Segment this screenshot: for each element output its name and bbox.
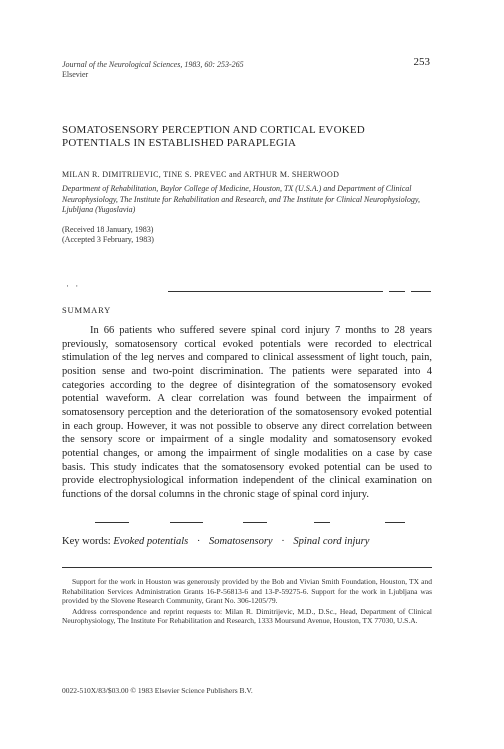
divider-dash-4 (314, 522, 330, 523)
separator-rule-dash-1 (389, 291, 405, 292)
divider-dash-2 (170, 522, 203, 523)
article-title-line-1: SOMATOSENSORY PERCEPTION AND CORTICAL EVOKED (62, 124, 365, 136)
article-title-line-2: POTENTIALS IN ESTABLISHED PARAPLEGIA (62, 137, 297, 149)
separator-dots: · · (66, 281, 81, 291)
keywords-label: Key words: (62, 536, 111, 547)
footnote-correspondence: Address correspondence and reprint requests to: Milan R. Dimitrijevic, M.D., D.Sc., Head, Department of Clinical Neurophysiology, The Institute For Rehabilitation and Research, 1333 Moursund Avenue, Houston, TX 77030, U.S.A. (62, 606, 432, 626)
divider-dash-5 (385, 522, 405, 523)
journal-citation: Journal of the Neurological Sciences, 1983, 60: 253-265 (62, 60, 244, 69)
page-number: 253 (413, 56, 430, 68)
keyword-separator: · (196, 536, 201, 547)
keywords (62, 536, 369, 548)
footnote-rule (62, 567, 432, 568)
article-authors: MILAN R. DIMITRIJEVIC, TINE S. PREVEC and ARTHUR M. SHERWOOD (62, 170, 340, 179)
footnote-support: Support for the work in Houston was generously provided by the Bob and Vivian Smith Foundation, Houston, TX and Rehabilitation Services Administration Grants 16-P-56813-6 and 13-P-59275-6. Support for the work in Ljubljana was provided by the Slovene Research Community, Grant No. 306-1205/79. (62, 577, 432, 606)
article-title (62, 124, 442, 150)
keyword-1: Evoked potentials (113, 536, 189, 547)
summary-heading: SUMMARY (62, 305, 112, 315)
issn-line: 0022-510X/83/$03.00 © 1983 Elsevier Science Publishers B.V. (62, 686, 253, 695)
summary-text: In 66 patients who suffered severe spinal cord injury 7 months to 28 years previously, somatosensory cortical evoked potentials were recorded to electrical stimulation of the leg nerves and compared to clinical assessment of light touch, pain, position sense and two-point discrimination. The patients were separated into 4 categories according to the degree of disintegration of the somatosensory evoked potential waveform. A clear correlation was found between the impairment of somatosensory perception and the deterioration of the somatosensory evoked potential in each group. However, it was not possible to observe any direct correlation between the sensory score or impairment of a single modality and somatosensory evoked potential changes, or among the impairment of single modalities on a case by case basis. This study indicates that the somatosensory evoked potential can be used to provide electrophysiological information independent of the clinical examination on functions of the dorsal columns in the chronic stage of spinal cord injury. (62, 325, 432, 500)
separator-rule-dash-2 (411, 291, 431, 292)
separator-rule-main (168, 291, 383, 292)
footnotes (62, 577, 432, 627)
author-affiliations: Department of Rehabilitation, Baylor College of Medicine, Houston, TX (U.S.A.) and Department of Clinical Neurophysiology, The Institute for Rehabilitation and Research, and The Institute for Clinical Neurophysiology, Ljubljana (Yugoslavia) (62, 184, 420, 214)
accepted-date: (Accepted 3 February, 1983) (62, 235, 154, 244)
publisher-name: Elsevier (62, 70, 89, 79)
keyword-2: Somatosensory (209, 536, 273, 547)
divider-dash-3 (243, 522, 267, 523)
keyword-separator: · (281, 536, 285, 547)
divider-dash-1 (95, 522, 129, 523)
received-date: (Received 18 January, 1983) (62, 225, 154, 234)
article-dates (62, 225, 154, 245)
keyword-3: Spinal cord injury (293, 536, 370, 547)
